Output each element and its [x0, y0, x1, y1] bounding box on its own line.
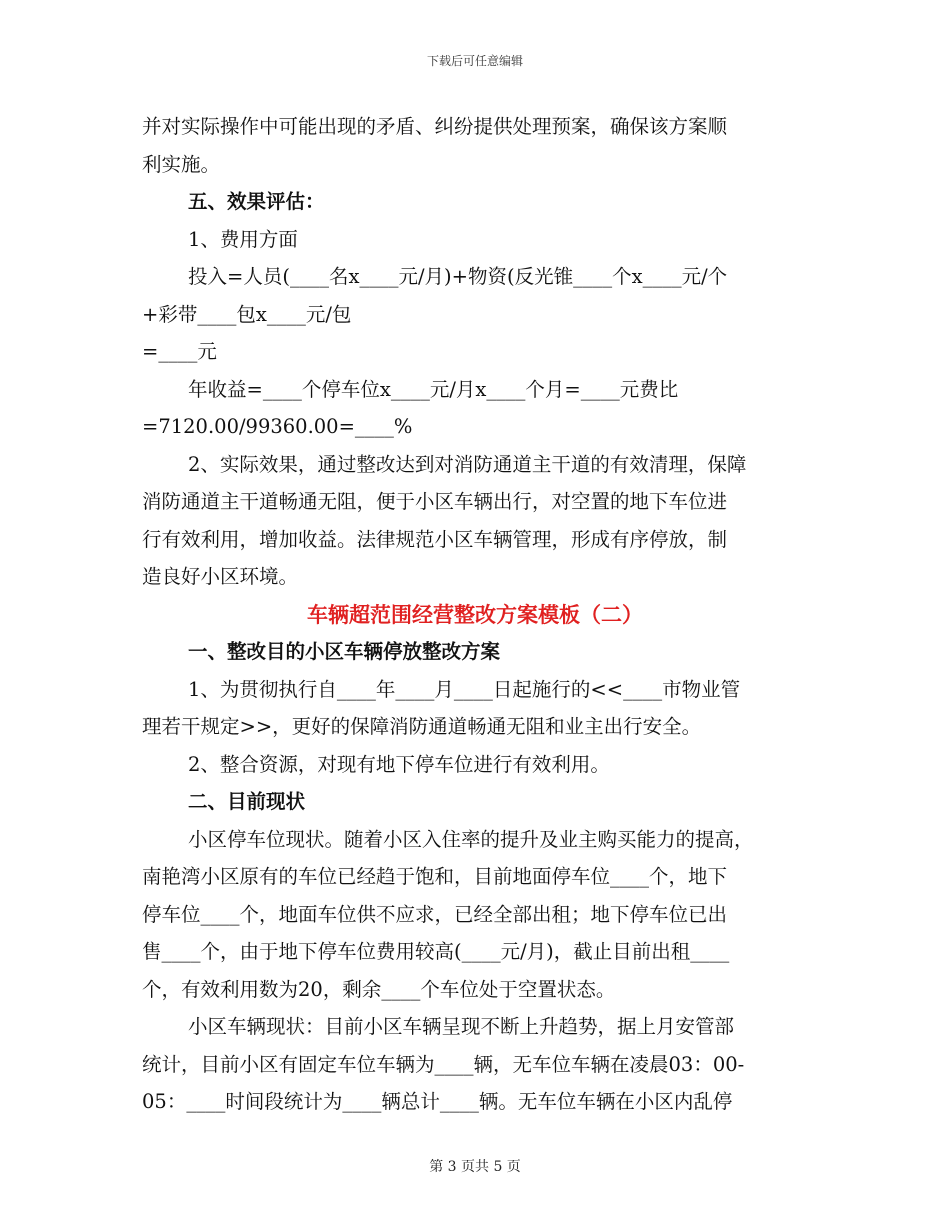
- formula-line: =7120.00/99360.00=____%: [142, 415, 413, 438]
- paragraph-line: 南艳湾小区原有的车位已经趋于饱和，目前地面停车位____个，地下: [142, 865, 728, 888]
- paragraph-line: 并对实际操作中可能出现的矛盾、纠纷提供处理预案，确保该方案顺: [142, 115, 728, 138]
- paragraph-line: 05：____时间段统计为____辆总计____辆。无车位车辆在小区内乱停: [142, 1090, 733, 1113]
- section-heading-purpose: 一、整改目的小区车辆停放整改方案: [188, 640, 501, 663]
- paragraph-line: 造良好小区环境。: [142, 565, 299, 588]
- section-heading-effect-evaluation: 五、效果评估：: [188, 190, 325, 213]
- paragraph-line: 1、为贯彻执行自____年____月____日起施行的<<____市物业管: [188, 677, 741, 701]
- paragraph-line: 利实施。: [142, 152, 221, 176]
- page-footer: 第 3 页共 5 页: [429, 1159, 521, 1175]
- document-title: 车辆超范围经营整改方案模板（二）: [307, 601, 643, 627]
- section-heading-current-status: 二、目前现状: [188, 790, 306, 813]
- paragraph-line: 小区停车位现状。随着小区入住率的提升及业主购买能力的提高，: [188, 827, 754, 851]
- paragraph-line: 2、实际效果，通过整改达到对消防通道主干道的有效清理，保障: [188, 452, 747, 476]
- paragraph-line: 个，有效利用数为20，剩余____个车位处于空置状态。: [142, 977, 616, 1001]
- paragraph-line: 理若干规定>>，更好的保障消防通道畅通无阻和业主出行安全。: [142, 715, 702, 738]
- formula-line: +彩带____包x____元/包: [142, 302, 352, 326]
- paragraph-line: 停车位____个，地面车位供不应求，已经全部出租；地下停车位已出: [142, 902, 728, 926]
- paragraph-line: 小区车辆现状：目前小区车辆呈现不断上升趋势，据上月安管部: [188, 1015, 735, 1038]
- paragraph-line: 统计，目前小区有固定车位车辆为____辆，无车位车辆在凌晨03：00-: [142, 1052, 745, 1076]
- formula-line: =____元: [142, 340, 217, 363]
- document-body: [142, 108, 808, 1121]
- paragraph-line: 2、整合资源，对现有地下停车位进行有效利用。: [188, 752, 610, 776]
- paragraph-line: 1、费用方面: [188, 227, 298, 251]
- paragraph-line: 行有效利用，增加收益。法律规范小区车辆管理，形成有序停放，制: [142, 527, 728, 551]
- paragraph-line: 售____个，由于地下停车位费用较高(____元/月)，截止目前出租____: [142, 940, 730, 963]
- formula-line: 投入=人员(____名x____元/月)+物资(反光锥____个x____元/个: [188, 265, 728, 288]
- formula-line: 年收益=____个停车位x____元/月x____个月=____元费比: [188, 377, 679, 401]
- paragraph-line: 消防通道主干道畅通无阻，便于小区车辆出行，对空置的地下车位进: [142, 490, 728, 513]
- page-header: 下载后可任意编辑: [426, 54, 523, 68]
